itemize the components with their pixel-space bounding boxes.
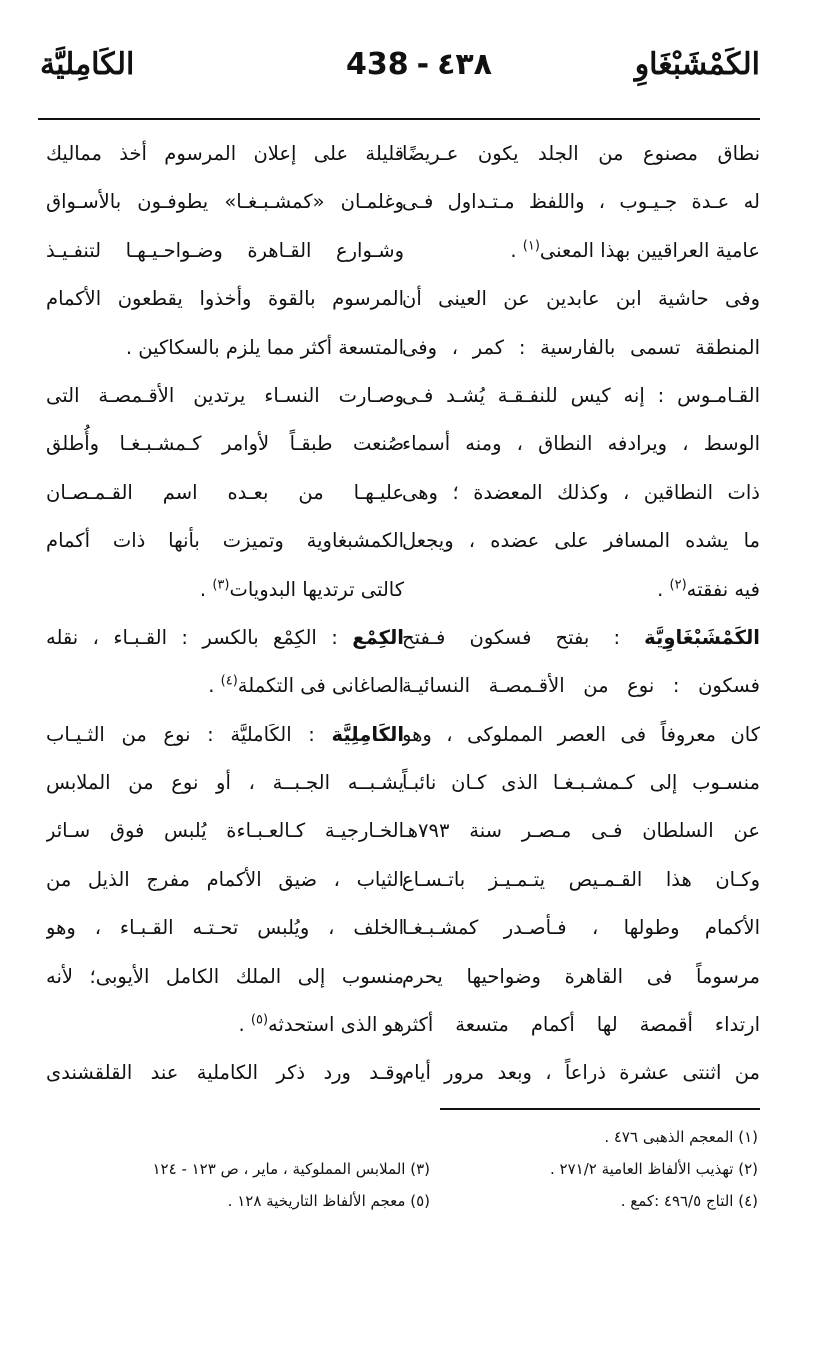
text-line: قليلة على إعلان المرسوم أخذ مماليك [46, 142, 404, 165]
text-line: منسوب إلى الملك الكامل الأيوبى؛ لأنه [46, 964, 404, 988]
text-line: ذات النطاقين ، وكذلك المعضدة ؛ وهى [402, 480, 760, 504]
text-line: له عـدة جـيـوب ، واللفظ مـتـداول فـى [402, 190, 760, 214]
footnote-ref-1: (١) [522, 238, 540, 254]
left-column [46, 130, 404, 1098]
footnote-4: (٤) التاج ٤٩٦/٥ :كمع . [620, 1192, 758, 1210]
text-line: مرسوماً فى القاهرة وضواحيها يحرم [402, 964, 760, 988]
header-rule [38, 118, 760, 120]
footnote-1: (١) المعجم الذهبى ٤٧٦ . [604, 1128, 758, 1146]
text-line: وكـان هذا القـمـيص يتـمـيـز باتـسـاع [402, 867, 760, 891]
entry-line: الكَمْشَبْغَاوِيَّة : بفتح فسكون فـفتح [402, 625, 760, 649]
text-line: وفى حاشية ابن عابدين عن العينى أن [402, 287, 760, 311]
footnote-ref-4: (٤) [220, 673, 238, 689]
entry-headword-kim: الكِمْع [352, 625, 404, 649]
text-line: الخـارجيـة كـالعـبـاءة يُلبس فوق سـائر [46, 819, 404, 843]
running-head-left: الكَامِليَّة [40, 47, 135, 82]
footnote-3: (٣) الملابس المملوكية ، ماير ، ص ١٢٣ - ١٢٤ [152, 1160, 430, 1178]
right-column [402, 130, 760, 1098]
footnote-2: (٢) تهذيب الألفاظ العامية ٢٧١/٢ . [549, 1160, 758, 1178]
text-line: المنطقة تسمى بالفارسية : كمر ، وفى [402, 335, 760, 359]
text-line: يشـبــه الجـبــة ، أو نوع من الملابس [46, 771, 404, 795]
text-line: الوسط ، ويرادفه النطاق ، ومنه أسماء [402, 432, 760, 456]
text-line: وغلمـان «كمشـبـغـا» يطوفـون بالأسـواق [46, 190, 404, 214]
text-line: كان معروفاً فى العصر المملوكى ، وهو [402, 722, 760, 746]
text-line: المرسوم بالقوة وأخذوا يقطعون الأكمام [46, 287, 404, 311]
text-line: الصاغانى فى التكملة$^{(٤)}$ . [208, 673, 404, 698]
page-number-separator: - [416, 47, 430, 82]
footnote-5: (٥) معجم الألفاظ التاريخية ١٢٨ . [227, 1192, 430, 1210]
text-line: نطاق مصنوع من الجلد يكون عـريضًا [402, 142, 760, 165]
footnote-ref-5: (٥) [250, 1012, 269, 1028]
entry-line: الكَامِلِيَّة : الكَامليَّة : نوع من الثـيـاب [46, 722, 404, 746]
text-line: عامية العراقيين بهذا المعنى$^{(١)}$ . [510, 238, 760, 262]
entry-line: الكِمْع : الكِمْع بالكسر : القـبـاء ، نقله [46, 625, 404, 649]
text-line: وشـوارع القـاهرة وضـواحـيـهـا لتنفـيـذ [46, 238, 404, 262]
text-line: عليـهـا من بعـده اسم القـمـصـان [46, 480, 404, 504]
text-line: القـامـوس : إنه كيس للنفـقـة يُشـد فـى [402, 383, 760, 407]
text-line: فسكون : نوع من الأقـمصـة النسائيـة [402, 674, 760, 698]
entry-headword-kamshabghawiyya: الكَمْشَبْغَاوِيَّة [644, 625, 760, 649]
text-line: الكمشبغاوية وتميزت بأنها ذات أكمام [46, 529, 404, 553]
entry-headword-kamiliyya: الكَامِلِيَّة [331, 722, 404, 746]
text-line: وقـد ورد ذكر الكاملية عند القلقشندى [46, 1061, 404, 1085]
text-line: منسـوب إلى كـمشـبـغـا الذى كـان نائبـاً [402, 771, 760, 795]
page-number-arabic: ٤٣٨ [437, 47, 492, 82]
text-line: ارتداء أقمصة لها أكمام متسعة أكثر [402, 1013, 760, 1037]
footnote-ref-3: (٣) [212, 577, 230, 593]
page-number-latin: 438 [345, 47, 409, 82]
text-line: من اثنتى عشرة ذراعاً ، وبعد مرور أيام [402, 1061, 760, 1085]
running-head-right: الكَمْشَبْغَاوِ [634, 47, 760, 82]
text-line: صُنعت طبقـاً لأوامر كـمشـبـغـا وأُطلق [46, 432, 404, 456]
text-line: الثياب ، ضيق الأكمام مفرج الذيل من [46, 867, 404, 891]
text-line: هو الذى استحدثه$^{(٥)}$ . [238, 1012, 404, 1037]
text-line: الأكمام وطولها ، فـأصـدر كمشـبـغـا [402, 916, 760, 940]
text-line: ما يشده المسافر على عضده ، ويجعل [402, 529, 760, 553]
text-line: الخلف ، ويُلبس تحـتـه القـبـاء ، وهو [46, 916, 404, 940]
text-line: المتسعة أكثر مما يلزم بالسكاكين . [125, 335, 404, 359]
text-line: وصـارت النسـاء يرتدين الأقـمصـة التى [46, 383, 404, 407]
text-line: فيه نفقته$^{(٢)}$ . [657, 577, 760, 601]
footnote-rule [440, 1108, 760, 1110]
text-line: كالتى ترتديها البدويات$^{(٣)}$ . [199, 577, 404, 601]
footnote-ref-2: (٢) [669, 577, 687, 593]
text-line: عن السلطان فـى مـصـر سنة ٧٩٣هـ [402, 819, 760, 843]
